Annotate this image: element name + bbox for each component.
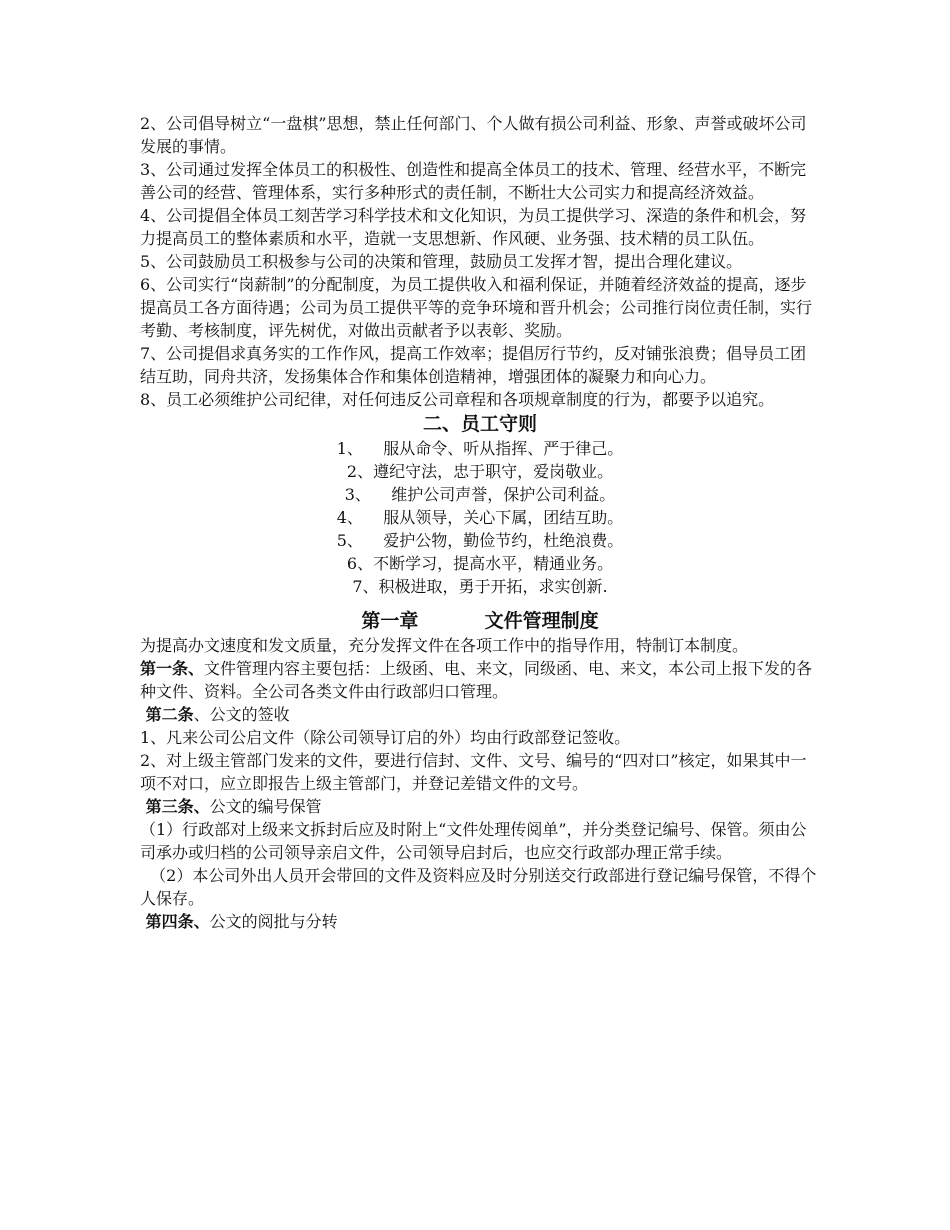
chapter-heading: 第一章 文件管理制度 [361,610,599,632]
intro-item-7: 7、公司提倡求真务实的工作作风，提高工作效率；提倡厉行节约，反对铺张浪费；倡导员工团结互助，同舟共济，发扬集体合作和集体创造精神，增强团体的凝聚力和向心力。 [140,344,807,386]
article-2-text: 、公文的签收 [193,705,290,724]
article-2-item-2: 2、对上级主管部门发来的文件，要进行信封、文件、文号、编号的“四对口”核定，如果其中一项不对口，应立即报告上级主管部门，并登记差错文件的文号。 [140,751,807,793]
intro-item-8: 8、员工必须维护公司纪律，对任何违反公司章程和各项规章制度的行为，都要予以追究。 [140,390,775,409]
intro-item-2: 2、公司倡导树立“一盘棋”思想，禁止任何部门、个人做有损公司利益、形象、声誉或破坏公司发展的事情。 [140,114,807,156]
rules-heading: 二、员工守则 [422,413,537,435]
article-3-heading [140,795,820,818]
intro-item-5: 5、公司鼓励员工积极参与公司的决策和管理，鼓励员工发挥才智，提出合理化建议。 [140,252,743,271]
rule-2: 2、遵纪守法，忠于职守，爱岗敬业。 [346,462,614,481]
rule-5: 5、 爱护公物，勤俭节约，杜绝浪费。 [336,531,624,550]
article-2-item-1: 1、凡来公司公启文件（除公司领导订启的外）均由行政部登记签收。 [140,728,631,747]
article-3-text: 公文的编号保管 [209,797,322,816]
rule-7: 7、积极进取，勇于开拓，求实创新. [352,577,608,596]
article-3-item-2: （2）本公司外出人员开会带回的文件及资料应及时分别送交行政部进行登记编号保管，不得个人保存。 [140,866,817,908]
rules-list [140,437,820,598]
rule-1: 1、 服从命令、听从指挥、严于律己。 [336,439,624,458]
intro-item-3: 3、公司通过发挥全体员工的积极性、创造性和提高全体员工的技术、管理、经营水平，不断完善公司的经营、管理体系，实行多种形式的责任制，不断壮大公司实力和提高经济效益。 [140,160,807,202]
article-3-label: 第三条、 [140,797,210,816]
article-1 [140,657,820,703]
article-4-label: 第四条、 [140,912,210,931]
article-1-label: 第一条、 [140,659,205,678]
article-3-item-1: （1）行政部对上级来文拆封后应及时附上“文件处理传阅单”，并分类登记编号、保管。须由公司承办或归档的公司领导亲启文件，公司领导启封后，也应交行政部办理正常手续。 [140,820,807,862]
document-page [140,112,820,933]
rule-6: 6、不断学习，提高水平，精通业务。 [346,554,614,573]
rule-3: 3、 维护公司声誉，保护公司利益。 [344,485,616,504]
rule-4: 4、 服从领导，关心下属，团结互助。 [336,508,624,527]
article-1-text: 文件管理内容主要包括：上级函、电、来文，同级函、电、来文，本公司上报下发的各种文件、资料。全公司各类文件由行政部归口管理。 [140,659,813,701]
intro-item-6: 6、公司实行“岗薪制”的分配制度，为员工提供收入和福利保证，并随着经济效益的提高，逐步提高员工各方面待遇；公司为员工提供平等的竞争环境和晋升机会；公司推行岗位责任制，实行考勤、考核制度，评先树优，对做出贡献者予以表彰、奖励。 [140,275,813,340]
article-2-label: 第二条 [140,705,194,724]
article-4-heading [140,910,820,933]
chapter-intro: 为提高办文速度和发文质量，充分发挥文件在各项工作中的指导作用，特制订本制度。 [140,636,749,655]
article-4-text: 公文的阅批与分转 [209,912,338,931]
intro-item-4: 4、公司提倡全体员工刻苦学习科学技术和文化知识，为员工提供学习、深造的条件和机会，努力提高员工的整体素质和水平，造就一支思想新、作风硬、业务强、技术精的员工队伍。 [140,206,807,248]
article-2-heading [140,703,820,726]
